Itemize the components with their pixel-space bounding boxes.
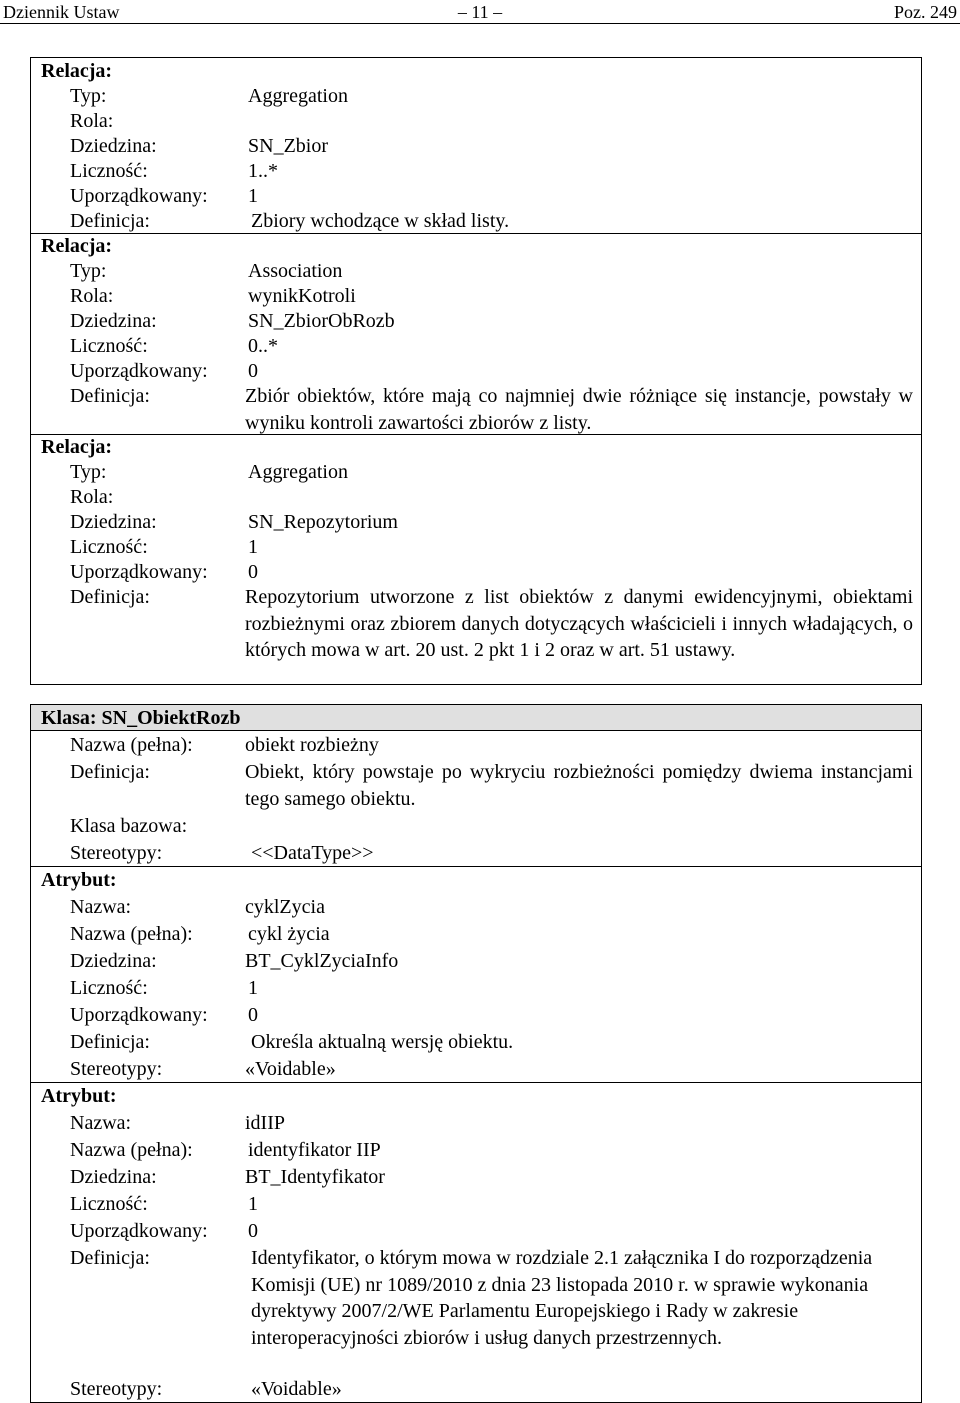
nazwa-pelna-label: Nazwa (pełna): <box>70 923 193 945</box>
dziedzina-label: Dziedzina: <box>70 1166 157 1188</box>
dziedzina-value: SN_Zbior <box>248 135 328 157</box>
definicja-value: Obiekt, który powstaje po wykryciu rozbieżności pomiędzy dwiema instancjami tego samego obiektu. <box>245 761 913 810</box>
licznosc-value: 1..* <box>248 160 278 182</box>
licznosc-value: 1 <box>248 1193 258 1215</box>
attribute-heading: Atrybut: <box>41 869 117 891</box>
row-divider <box>31 233 921 234</box>
nazwa-pelna-label: Nazwa (pełna): <box>70 1139 193 1161</box>
rola-label: Rola: <box>70 110 114 132</box>
stereotypy-label: Stereotypy: <box>70 842 163 864</box>
definicja-value: Określa aktualną wersję obiektu. <box>251 1031 514 1053</box>
relation-heading: Relacja: <box>41 60 113 82</box>
dziedzina-value: SN_ZbiorObRozb <box>248 310 395 332</box>
dziedzina-value: BT_Identyfikator <box>245 1166 385 1188</box>
uporzadkowany-label: Uporządkowany: <box>70 561 208 583</box>
definicja-value: Identyfikator, o którym mowa w rozdziale 2.1 załącznika I do rozporządzenia Komisji (UE) nr 1089/2010 z dnia 23 listopada 2010 r. w sprawie wykonania dyrektywy 2007/2/WE Parlamentu Europejskiego i Rady w zakresie interoperacyjności zbiorów i usług danych przestrzennych. <box>251 1247 873 1349</box>
row-divider <box>31 434 921 435</box>
rola-value: wynikKotroli <box>248 285 356 307</box>
stereotypy-value: «Voidable» <box>251 1378 342 1400</box>
position-number: Poz. 249 <box>894 2 957 22</box>
definicja-value: Zbiór obiektów, które mają co najmniej dwie różniące się instancje, powstały w wyniku kontroli zawartości zbiorów z listy. <box>245 385 913 434</box>
typ-value: Aggregation <box>248 85 348 107</box>
licznosc-label: Liczność: <box>70 160 148 182</box>
class-heading: Klasa: SN_ObiektRozb <box>41 707 241 729</box>
relation-heading: Relacja: <box>41 235 113 257</box>
licznosc-label: Liczność: <box>70 977 148 999</box>
typ-label: Typ: <box>70 260 107 282</box>
definicja-label: Definicja: <box>70 1031 150 1053</box>
nazwa-value: cyklZycia <box>245 896 325 918</box>
relation-heading: Relacja: <box>41 436 113 458</box>
nazwa-pelna-label: Nazwa (pełna): <box>70 734 193 756</box>
uporzadkowany-value: 0 <box>248 1220 258 1242</box>
dziedzina-label: Dziedzina: <box>70 511 157 533</box>
page-header <box>0 0 960 26</box>
row-divider <box>31 1082 921 1083</box>
dziedzina-value: SN_Repozytorium <box>248 511 398 533</box>
rola-label: Rola: <box>70 486 114 508</box>
uporzadkowany-label: Uporządkowany: <box>70 1220 208 1242</box>
definicja-label: Definicja: <box>70 1247 150 1269</box>
uporzadkowany-label: Uporządkowany: <box>70 185 208 207</box>
licznosc-value: 0..* <box>248 335 278 357</box>
uporzadkowany-value: 0 <box>248 360 258 382</box>
nazwa-pelna-value: identyfikator IIP <box>248 1139 381 1161</box>
licznosc-value: 1 <box>248 977 258 999</box>
definicja-label: Definicja: <box>70 385 150 407</box>
nazwa-value: idIIP <box>245 1112 285 1134</box>
dziedzina-label: Dziedzina: <box>70 950 157 972</box>
uporzadkowany-label: Uporządkowany: <box>70 1004 208 1026</box>
nazwa-pelna-value: cykl życia <box>248 923 330 945</box>
typ-value: Association <box>248 260 343 282</box>
dziedzina-label: Dziedzina: <box>70 135 157 157</box>
dziedzina-label: Dziedzina: <box>70 310 157 332</box>
stereotypy-label: Stereotypy: <box>70 1058 163 1080</box>
dziedzina-value: BT_CyklZyciaInfo <box>245 950 399 972</box>
uporzadkowany-value: 0 <box>248 1004 258 1026</box>
uporzadkowany-value: 1 <box>248 185 258 207</box>
licznosc-label: Liczność: <box>70 335 148 357</box>
stereotypy-label: Stereotypy: <box>70 1378 163 1400</box>
journal-name: Dziennik Ustaw <box>3 2 120 22</box>
definicja-label: Definicja: <box>70 761 150 783</box>
row-divider <box>31 866 921 867</box>
stereotypy-value: <<DataType>> <box>251 842 374 864</box>
class-table <box>30 704 922 1403</box>
definicja-value: Zbiory wchodzące w skład listy. <box>251 210 510 232</box>
definicja-label: Definicja: <box>70 210 150 232</box>
page-number: – 11 – <box>457 2 503 22</box>
typ-label: Typ: <box>70 85 107 107</box>
licznosc-label: Liczność: <box>70 1193 148 1215</box>
nazwa-pelna-value: obiekt rozbieżny <box>245 734 379 756</box>
licznosc-label: Liczność: <box>70 536 148 558</box>
licznosc-value: 1 <box>248 536 258 558</box>
typ-value: Aggregation <box>248 461 348 483</box>
uporzadkowany-value: 0 <box>248 561 258 583</box>
definicja-label: Definicja: <box>70 586 150 608</box>
rola-label: Rola: <box>70 285 114 307</box>
typ-label: Typ: <box>70 461 107 483</box>
uporzadkowany-label: Uporządkowany: <box>70 360 208 382</box>
header-rule <box>0 23 960 24</box>
definicja-value: Repozytorium utworzone z list obiektów z danymi ewidencyjnymi, obiektami rozbieżnymi oraz zbiorem danych dotyczących właścicieli i innych władających, o których mowa w art. 20 ust. 2 pkt 1 i 2 oraz w art. 51 ustawy. <box>245 586 913 661</box>
nazwa-label: Nazwa: <box>70 1112 132 1134</box>
relations-table <box>30 57 922 685</box>
stereotypy-value: «Voidable» <box>245 1058 336 1080</box>
attribute-heading: Atrybut: <box>41 1085 117 1107</box>
klasa-bazowa-label: Klasa bazowa: <box>70 815 188 837</box>
nazwa-label: Nazwa: <box>70 896 132 918</box>
